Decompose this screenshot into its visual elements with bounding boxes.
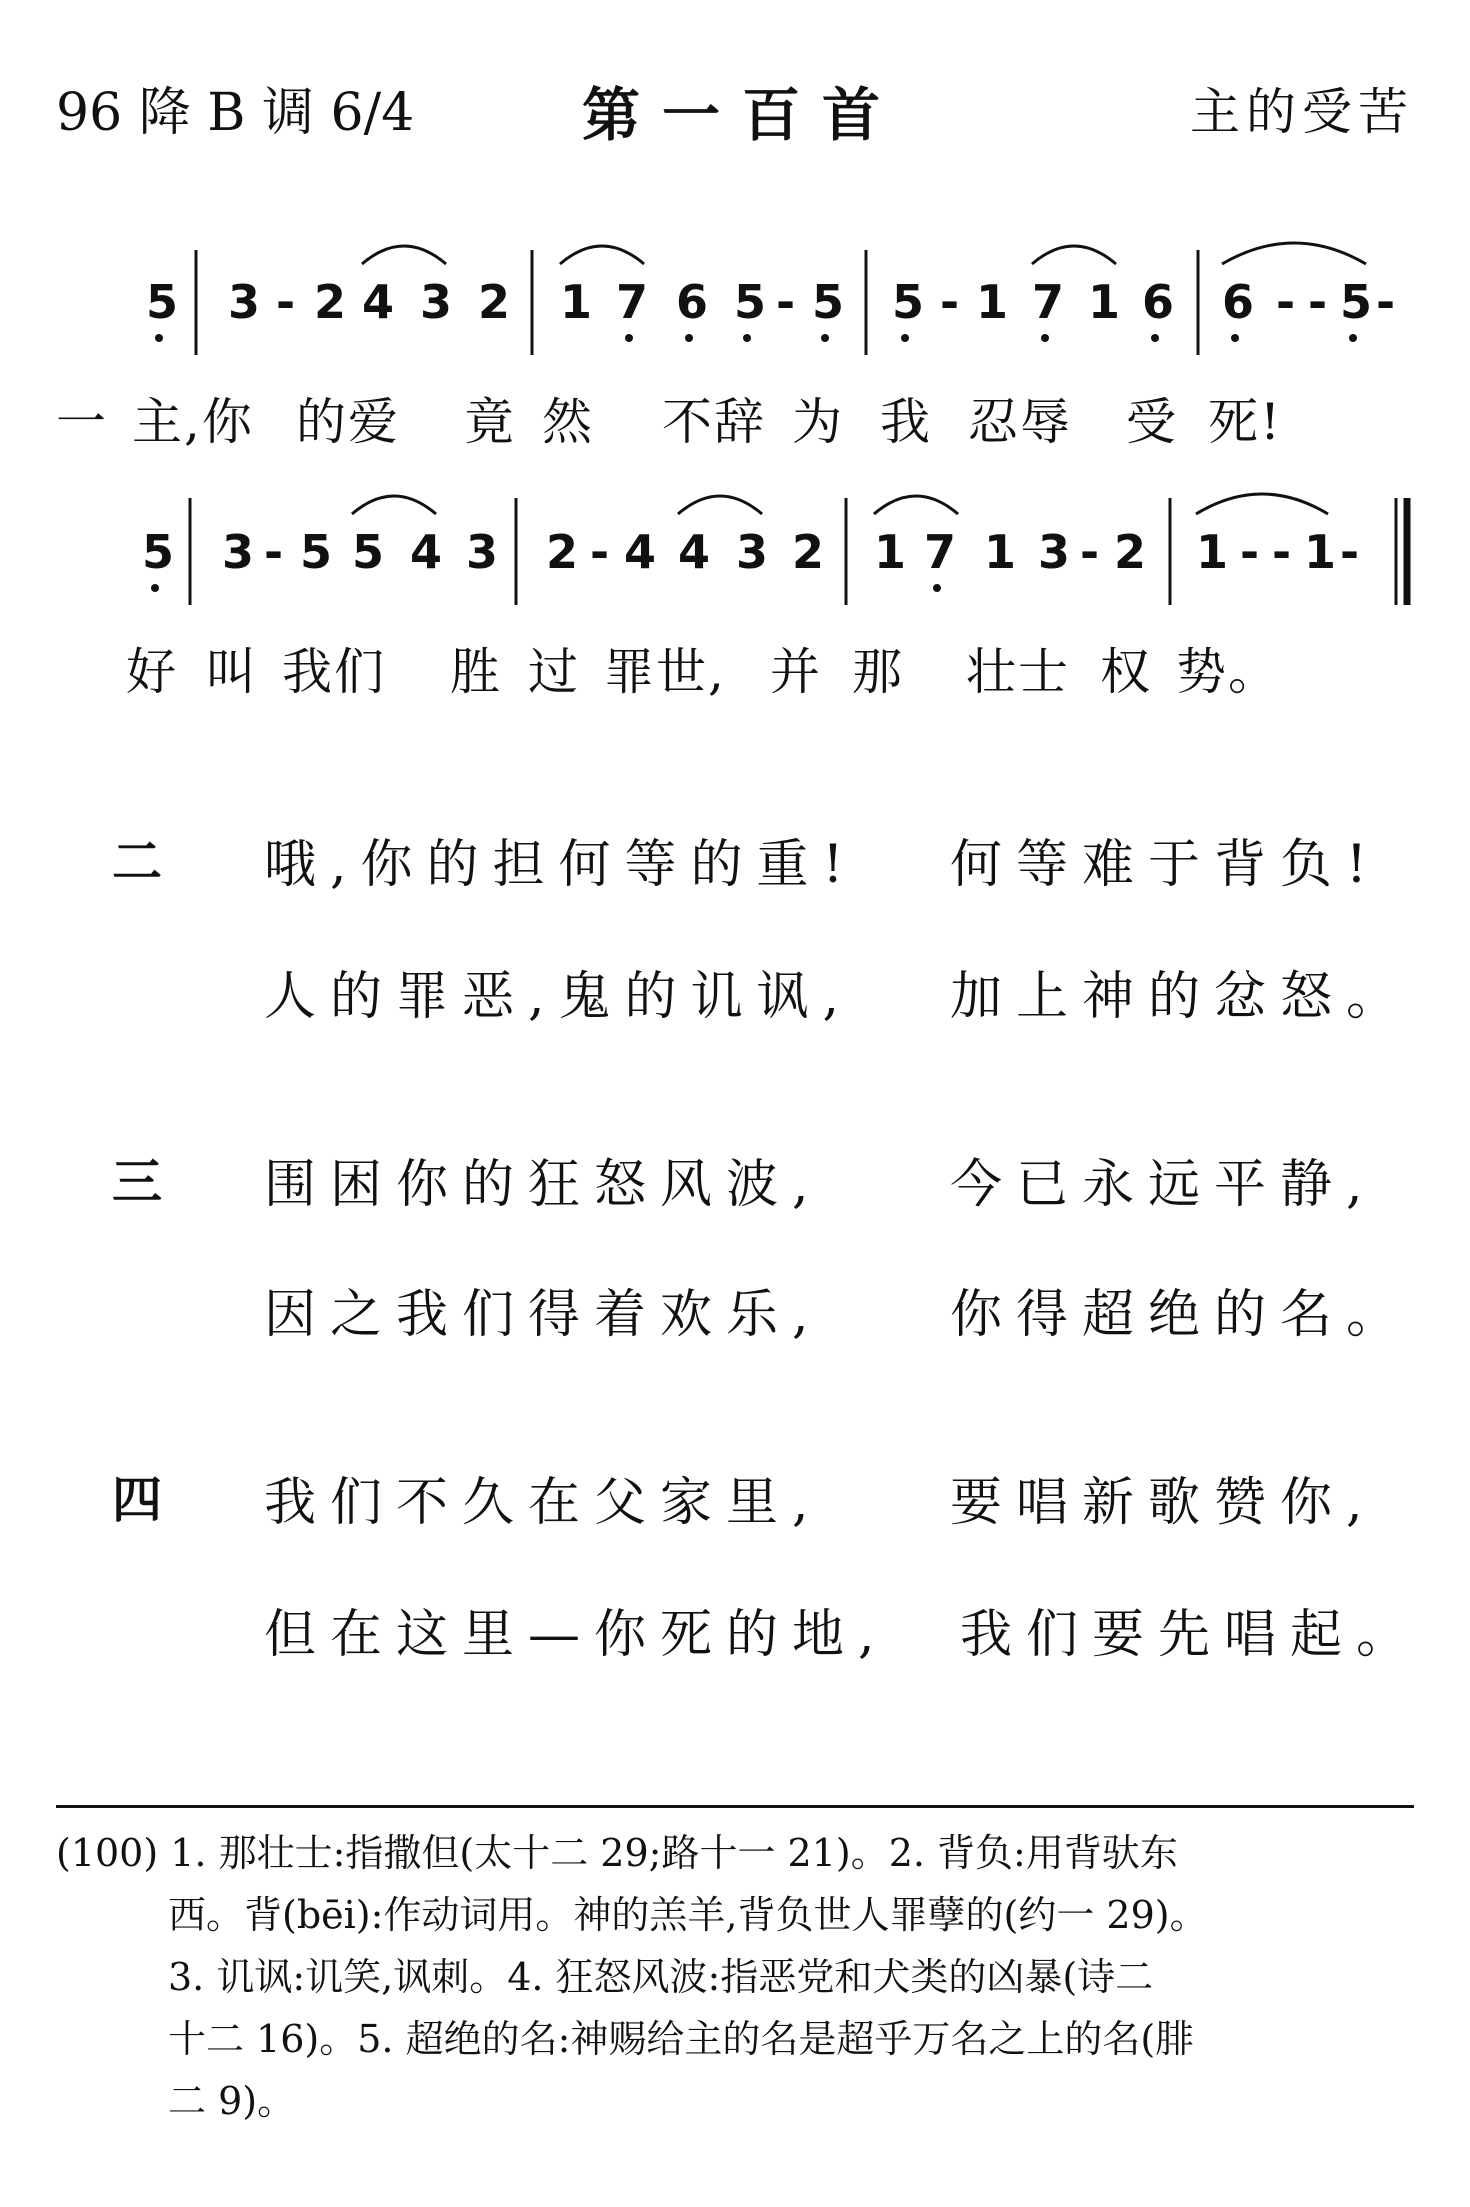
- staff-2-low-octave-dots: [151, 584, 941, 592]
- lyric-syllable: 叫: [206, 643, 258, 701]
- verse-number: 二: [112, 832, 162, 891]
- note: -: [264, 525, 284, 579]
- verse-line-first-half: 我们不久在父家里,: [264, 1473, 823, 1533]
- octave-dot: [933, 584, 941, 592]
- lyric-syllable: 那: [852, 643, 904, 701]
- footnote-line: 3. 讥讽:讥笑,讽刺。4. 狂怒风波:指恶党和犬类的凶暴(诗二: [168, 1955, 1154, 1999]
- note: -: [590, 525, 610, 579]
- verse-line-second-half: 何等难于背负!: [950, 835, 1381, 895]
- octave-dot: [151, 584, 159, 592]
- lyric-syllable: 受: [1126, 393, 1178, 451]
- lyric-syllable: 忍辱: [968, 393, 1072, 451]
- note: 7: [1032, 275, 1065, 329]
- note: 1: [976, 275, 1009, 329]
- note: 3: [222, 525, 255, 579]
- lyric-1-verse-marker: 一: [56, 393, 108, 451]
- note: 4: [624, 525, 657, 579]
- lyric-syllable: 不辞: [662, 393, 766, 451]
- slur: [678, 496, 762, 514]
- note: 3: [736, 525, 769, 579]
- note: 7: [616, 275, 649, 329]
- verse-line-first-half: 哦,你的担何等的重!: [264, 835, 858, 895]
- footnote-line: (100) 1. 那壮士:指撒但(太十二 29;路十一 21)。2. 背负:用背驮东: [56, 1831, 1178, 1875]
- note: 1: [560, 275, 593, 329]
- lyric-syllable: 然: [542, 393, 594, 451]
- note: -: [1272, 525, 1292, 579]
- lyric-syllable: 我们: [282, 643, 386, 701]
- note: -: [776, 275, 796, 329]
- lyric-syllable: 过: [528, 643, 580, 701]
- verse-line-first-half: 人的罪恶,鬼的讥讽,: [264, 967, 854, 1027]
- verse-number: 三: [112, 1152, 162, 1211]
- note: 5: [352, 525, 385, 579]
- note: 5: [300, 525, 333, 579]
- note: 4: [678, 525, 711, 579]
- lyric-syllable: 死!: [1208, 393, 1283, 451]
- note: 5: [1340, 275, 1373, 329]
- lyric-syllable: 主,你: [132, 393, 254, 451]
- note: 3: [1038, 525, 1071, 579]
- note: 4: [362, 275, 395, 329]
- lyric-syllable: 壮士: [966, 643, 1070, 701]
- slur: [352, 496, 436, 514]
- note: -: [1340, 525, 1360, 579]
- slur: [1196, 494, 1328, 514]
- note: -: [1080, 525, 1100, 579]
- verse-line-second-half: 你得超绝的名。: [950, 1285, 1413, 1345]
- note: 1: [1196, 525, 1229, 579]
- lyric-syllable: 为: [792, 393, 844, 451]
- note: 2: [314, 275, 347, 329]
- verse-line-first-half: 但在这里—你死的地,: [264, 1605, 889, 1665]
- note: 2: [546, 525, 579, 579]
- lyric-syllable: 竟: [464, 393, 516, 451]
- note: 5: [734, 275, 767, 329]
- verse-number: 四: [112, 1470, 162, 1529]
- footnote-line: 西。背(bēi):作动词用。神的羔羊,背负世人罪孽的(约一 29)。: [168, 1893, 1208, 1937]
- staff-2-slurs: [352, 494, 1328, 514]
- note: 2: [478, 275, 511, 329]
- note: -: [1376, 275, 1396, 329]
- note: 2: [792, 525, 825, 579]
- staff-2-notes: [142, 525, 1359, 579]
- hymn-number-key-meter: 96 降 B 调 6/4: [56, 83, 415, 143]
- note: -: [1240, 525, 1260, 579]
- note: 5: [812, 275, 845, 329]
- note: 5: [892, 275, 925, 329]
- lyric-syllable: 并: [770, 643, 822, 701]
- verse-line-second-half: 要唱新歌赞你,: [950, 1473, 1377, 1533]
- lyric-syllable: 的爱: [296, 393, 400, 451]
- note: 5: [146, 275, 179, 329]
- note: -: [940, 275, 960, 329]
- footnotes: [56, 1822, 1416, 2132]
- lyric-syllable: 势。: [1176, 643, 1280, 701]
- note: 3: [228, 275, 261, 329]
- note: 3: [420, 275, 453, 329]
- note: -: [1276, 275, 1296, 329]
- note: 6: [1142, 275, 1175, 329]
- verse-line-second-half: 我们要先唱起。: [960, 1605, 1423, 1665]
- note: 6: [1222, 275, 1255, 329]
- note: -: [1308, 275, 1328, 329]
- note: 1: [984, 525, 1017, 579]
- verse-line-second-half: 今已永远平静,: [950, 1155, 1377, 1215]
- note: 1: [1088, 275, 1121, 329]
- note: -: [276, 275, 296, 329]
- footnote-line: 二 9)。: [168, 2079, 296, 2123]
- note: 5: [142, 525, 175, 579]
- slur: [874, 496, 958, 514]
- note: 1: [1304, 525, 1337, 579]
- verse-line-second-half: 加上神的忿怒。: [950, 967, 1413, 1027]
- note: 7: [924, 525, 957, 579]
- footnote-divider: [56, 1805, 1414, 1808]
- note: 2: [1114, 525, 1147, 579]
- hymn-title: 第一百首: [582, 81, 903, 149]
- note: 3: [466, 525, 499, 579]
- footnote-line: 十二 16)。5. 超绝的名:神赐给主的名是超乎万名之上的名(腓: [168, 2017, 1194, 2061]
- hymn-topic: 主的受苦: [1190, 83, 1414, 141]
- lyric-syllable: 罪世,: [604, 643, 726, 701]
- lyric-syllable: 好: [126, 643, 178, 701]
- lyric-syllable: 胜: [450, 643, 502, 701]
- lyric-syllable: 我: [880, 393, 932, 451]
- verse-line-first-half: 因之我们得着欢乐,: [264, 1285, 823, 1345]
- lyric-syllable: 权: [1100, 643, 1152, 701]
- verse-line-first-half: 围困你的狂怒风波,: [264, 1155, 823, 1215]
- note: 4: [410, 525, 443, 579]
- note: 1: [874, 525, 907, 579]
- note: 6: [676, 275, 709, 329]
